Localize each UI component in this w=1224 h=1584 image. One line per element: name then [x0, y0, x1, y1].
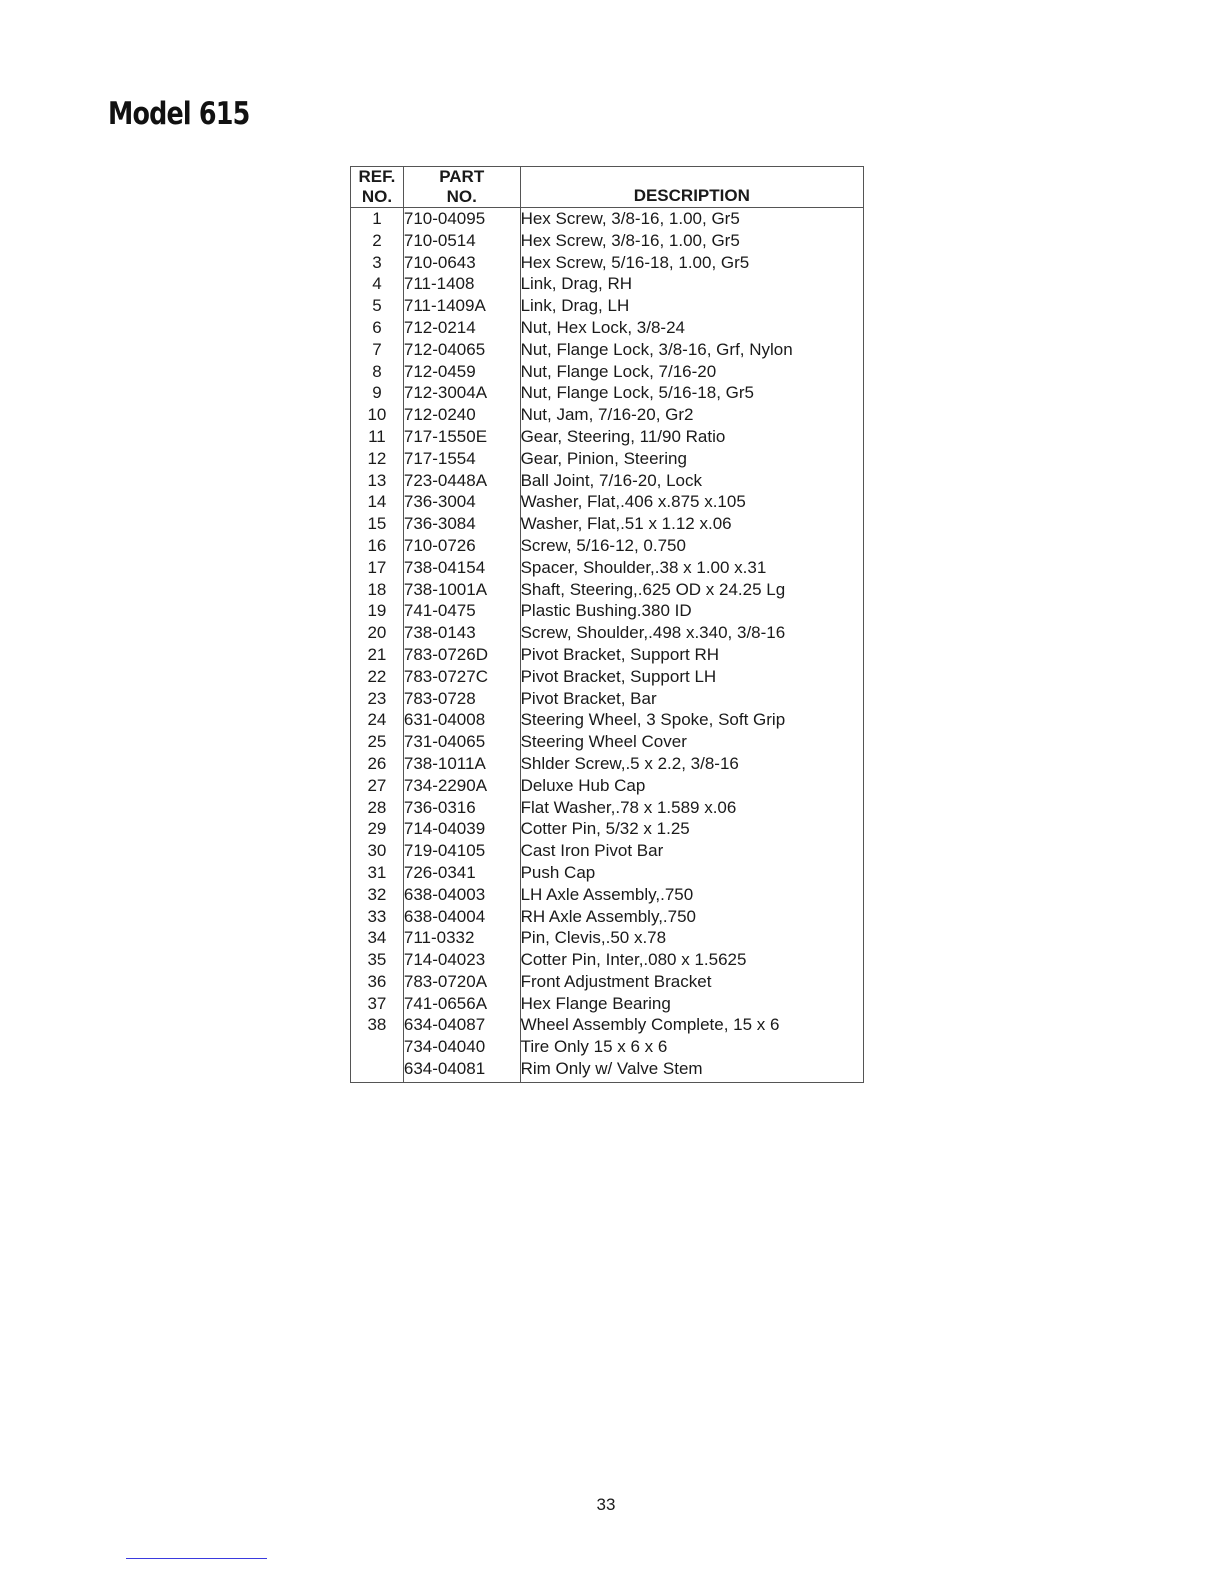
- part-no-cell: 634-04081: [403, 1058, 520, 1082]
- part-no-cell: 712-0214: [403, 317, 520, 339]
- description-header: DESCRIPTION: [520, 167, 863, 208]
- part-no-cell: 712-04065: [403, 339, 520, 361]
- ref-no-cell: 3: [372, 252, 382, 272]
- table-row: [351, 252, 864, 274]
- description-cell: Shaft, Steering,.625 OD x 24.25 Lg: [520, 579, 863, 601]
- part-no-cell: 738-0143: [403, 622, 520, 644]
- table-row: [351, 513, 864, 535]
- table-row: [351, 339, 864, 361]
- ref-no-cell: 10: [367, 405, 387, 425]
- ref-no-cell: 21: [367, 644, 387, 664]
- ref-no-cell: [351, 1036, 404, 1058]
- table-row: [351, 230, 864, 252]
- ref-header-bottom: NO.: [361, 187, 393, 206]
- ref-no-cell: 1: [372, 209, 382, 228]
- ref-no-cell: 23: [367, 688, 387, 708]
- table-row: [351, 971, 864, 993]
- description-cell: Screw, 5/16-12, 0.750: [520, 535, 863, 557]
- ref-no-cell: 6: [372, 317, 382, 337]
- description-cell: Nut, Hex Lock, 3/8-24: [520, 317, 863, 339]
- table-row: [351, 884, 864, 906]
- part-no-cell: 738-1011A: [403, 753, 520, 775]
- ref-no-cell: 7: [372, 339, 382, 359]
- description-cell: Steering Wheel Cover: [520, 731, 863, 753]
- description-cell: Shlder Screw,.5 x 2.2, 3/8-16: [520, 753, 863, 775]
- ref-no-cell: 15: [367, 514, 387, 534]
- description-cell: Hex Screw, 5/16-18, 1.00, Gr5: [520, 252, 863, 274]
- part-no-header: [403, 167, 520, 208]
- description-cell: Nut, Flange Lock, 5/16-18, Gr5: [520, 382, 863, 404]
- table-row: [351, 818, 864, 840]
- part-no-cell: 734-2290A: [403, 775, 520, 797]
- table-row: [351, 753, 864, 775]
- part-no-cell: 741-0656A: [403, 993, 520, 1015]
- part-no-cell: 783-0726D: [403, 644, 520, 666]
- part-no-cell: 741-0475: [403, 600, 520, 622]
- ref-no-cell: 25: [367, 732, 387, 752]
- part-no-cell: 717-1550E: [403, 426, 520, 448]
- table-row: [351, 470, 864, 492]
- table-row: [351, 775, 864, 797]
- ref-no-cell: 37: [367, 993, 387, 1013]
- description-cell: Deluxe Hub Cap: [520, 775, 863, 797]
- description-cell: Ball Joint, 7/16-20, Lock: [520, 470, 863, 492]
- parts-table: [350, 166, 864, 1083]
- ref-no-cell: 24: [367, 710, 387, 730]
- description-cell: Pivot Bracket, Bar: [520, 688, 863, 710]
- table-row: [351, 317, 864, 339]
- description-cell: Hex Flange Bearing: [520, 993, 863, 1015]
- ref-header-top: REF.: [358, 167, 396, 186]
- part-no-cell: 723-0448A: [403, 470, 520, 492]
- description-cell: Link, Drag, RH: [520, 273, 863, 295]
- part-header-bottom: NO.: [446, 187, 477, 206]
- description-cell: Push Cap: [520, 862, 863, 884]
- ref-no-cell: 2: [372, 230, 382, 250]
- table-row: [351, 862, 864, 884]
- ref-no-cell: 18: [367, 579, 387, 599]
- table-row: [351, 797, 864, 819]
- part-no-cell: 783-0728: [403, 688, 520, 710]
- ref-no-cell: [351, 1058, 404, 1082]
- ref-no-cell: 13: [367, 470, 387, 490]
- ref-no-cell: 4: [372, 274, 382, 294]
- part-no-cell: 738-1001A: [403, 579, 520, 601]
- description-cell: Pivot Bracket, Support LH: [520, 666, 863, 688]
- part-no-cell: 736-3004: [403, 491, 520, 513]
- table-row: [351, 295, 864, 317]
- part-no-cell: 714-04023: [403, 949, 520, 971]
- description-cell: Nut, Flange Lock, 7/16-20: [520, 361, 863, 383]
- table-row: [351, 208, 864, 230]
- description-cell: RH Axle Assembly,.750: [520, 906, 863, 928]
- description-cell: Pivot Bracket, Support RH: [520, 644, 863, 666]
- table-row: [351, 404, 864, 426]
- part-no-cell: 736-3084: [403, 513, 520, 535]
- description-cell: Gear, Pinion, Steering: [520, 448, 863, 470]
- table-row: [351, 906, 864, 928]
- description-cell: Cotter Pin, Inter,.080 x 1.5625: [520, 949, 863, 971]
- part-no-cell: 711-1408: [403, 273, 520, 295]
- part-no-cell: 731-04065: [403, 731, 520, 753]
- part-no-cell: 717-1554: [403, 448, 520, 470]
- ref-no-cell: 5: [372, 296, 382, 316]
- description-cell: Front Adjustment Bracket: [520, 971, 863, 993]
- ref-no-header: [351, 167, 404, 208]
- description-cell: Hex Screw, 3/8-16, 1.00, Gr5: [520, 208, 863, 230]
- ref-no-cell: 27: [367, 775, 387, 795]
- ref-no-cell: 8: [372, 361, 382, 381]
- part-no-cell: 638-04004: [403, 906, 520, 928]
- part-no-cell: 736-0316: [403, 797, 520, 819]
- description-cell: Spacer, Shoulder,.38 x 1.00 x.31: [520, 557, 863, 579]
- description-cell: Flat Washer,.78 x 1.589 x.06: [520, 797, 863, 819]
- ref-no-cell: 16: [367, 535, 387, 555]
- description-cell: Link, Drag, LH: [520, 295, 863, 317]
- table-row: [351, 709, 864, 731]
- part-no-cell: 710-0726: [403, 535, 520, 557]
- table-row: [351, 448, 864, 470]
- table-row: [351, 993, 864, 1015]
- part-no-cell: 638-04003: [403, 884, 520, 906]
- table-row: [351, 535, 864, 557]
- description-cell: Screw, Shoulder,.498 x.340, 3/8-16: [520, 622, 863, 644]
- table-row: [351, 491, 864, 513]
- description-cell: Washer, Flat,.51 x 1.12 x.06: [520, 513, 863, 535]
- part-no-cell: 711-0332: [403, 927, 520, 949]
- part-no-cell: 712-0459: [403, 361, 520, 383]
- ref-no-cell: 28: [367, 797, 387, 817]
- page-title: Model 615: [108, 96, 250, 132]
- part-header-top: PART: [439, 167, 485, 186]
- part-no-cell: 710-0643: [403, 252, 520, 274]
- table-row: [351, 731, 864, 753]
- part-no-cell: 631-04008: [403, 709, 520, 731]
- part-no-cell: 719-04105: [403, 840, 520, 862]
- ref-no-cell: 11: [368, 426, 386, 446]
- part-no-cell: 714-04039: [403, 818, 520, 840]
- page-number: 33: [596, 1495, 616, 1514]
- description-cell: Cast Iron Pivot Bar: [520, 840, 863, 862]
- table-row: [351, 579, 864, 601]
- ref-no-cell: 30: [367, 841, 387, 861]
- description-cell: Washer, Flat,.406 x.875 x.105: [520, 491, 863, 513]
- table-row: [351, 1036, 864, 1058]
- description-cell: Gear, Steering, 11/90 Ratio: [520, 426, 863, 448]
- ref-no-cell: 22: [367, 666, 387, 686]
- description-cell: Rim Only w/ Valve Stem: [520, 1058, 863, 1082]
- ref-no-cell: 14: [367, 492, 387, 512]
- part-no-cell: 710-0514: [403, 230, 520, 252]
- description-cell: Nut, Jam, 7/16-20, Gr2: [520, 404, 863, 426]
- table-row: [351, 949, 864, 971]
- table-row: [351, 273, 864, 295]
- ref-no-cell: 38: [367, 1015, 387, 1035]
- ref-no-cell: 36: [367, 971, 387, 991]
- table-row: [351, 622, 864, 644]
- part-no-cell: 783-0720A: [403, 971, 520, 993]
- ref-no-cell: 19: [367, 601, 387, 621]
- table-row: [351, 1014, 864, 1036]
- ref-no-cell: 26: [367, 753, 387, 773]
- part-no-cell: 783-0727C: [403, 666, 520, 688]
- footer-rule: [126, 1558, 267, 1559]
- table-row: [351, 688, 864, 710]
- ref-no-cell: 32: [367, 884, 387, 904]
- description-cell: Pin, Clevis,.50 x.78: [520, 927, 863, 949]
- table-row: [351, 666, 864, 688]
- table-row: [351, 1058, 864, 1082]
- part-no-cell: 726-0341: [403, 862, 520, 884]
- ref-no-cell: 33: [367, 906, 387, 926]
- table-row: [351, 557, 864, 579]
- part-no-cell: 710-04095: [403, 208, 520, 230]
- description-cell: Wheel Assembly Complete, 15 x 6: [520, 1014, 863, 1036]
- ref-no-cell: 31: [367, 862, 387, 882]
- table-row: [351, 644, 864, 666]
- description-cell: Nut, Flange Lock, 3/8-16, Grf, Nylon: [520, 339, 863, 361]
- part-no-cell: 734-04040: [403, 1036, 520, 1058]
- part-no-cell: 738-04154: [403, 557, 520, 579]
- part-no-cell: 712-0240: [403, 404, 520, 426]
- table-row: [351, 382, 864, 404]
- table-row: [351, 361, 864, 383]
- ref-no-cell: 29: [367, 819, 387, 839]
- ref-no-cell: 9: [372, 383, 382, 403]
- table-header-row: [351, 167, 864, 208]
- part-no-cell: 712-3004A: [403, 382, 520, 404]
- part-no-cell: 711-1409A: [403, 295, 520, 317]
- description-cell: Steering Wheel, 3 Spoke, Soft Grip: [520, 709, 863, 731]
- part-no-cell: 634-04087: [403, 1014, 520, 1036]
- table-row: [351, 840, 864, 862]
- description-cell: Hex Screw, 3/8-16, 1.00, Gr5: [520, 230, 863, 252]
- ref-no-cell: 20: [367, 623, 387, 643]
- parts-table-body: [351, 208, 864, 1083]
- ref-no-cell: 34: [367, 928, 387, 948]
- description-cell: Tire Only 15 x 6 x 6: [520, 1036, 863, 1058]
- description-cell: Cotter Pin, 5/32 x 1.25: [520, 818, 863, 840]
- ref-no-cell: 17: [367, 557, 387, 577]
- ref-no-cell: 12: [367, 448, 387, 468]
- description-cell: Plastic Bushing.380 ID: [520, 600, 863, 622]
- table-row: [351, 426, 864, 448]
- description-cell: LH Axle Assembly,.750: [520, 884, 863, 906]
- table-row: [351, 927, 864, 949]
- ref-no-cell: 35: [367, 950, 387, 970]
- table-row: [351, 600, 864, 622]
